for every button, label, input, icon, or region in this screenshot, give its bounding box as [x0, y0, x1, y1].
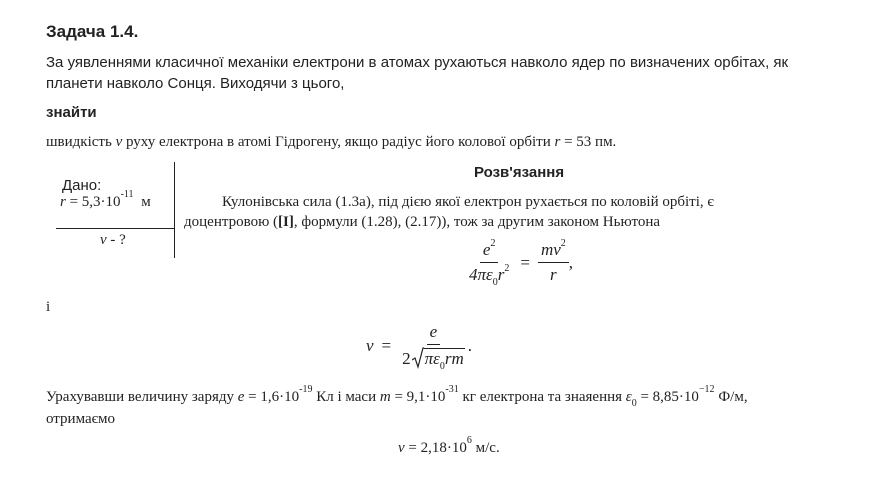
question-var-r: r — [554, 134, 561, 150]
task-statement-line-1: За уявленнями класичної механіки електрони в атомах рухаються навколо ядер по визначених орбітах, як — [46, 54, 789, 71]
eq1-lhs-fraction — [466, 238, 512, 288]
given-r-var: r — [60, 194, 66, 210]
eps-sub: 0 — [631, 398, 637, 409]
m-unit: кг електрона та знаяення — [462, 389, 623, 405]
eps-val: = 8,85·10 — [640, 389, 699, 405]
square-root-icon — [412, 347, 424, 369]
solution-para-line-2 — [184, 214, 660, 231]
given-unknown-suffix: - ? — [110, 232, 126, 248]
e-val: = 1,6·10 — [248, 389, 300, 405]
eq1-trail: , — [568, 252, 574, 272]
m-var: m — [379, 389, 391, 405]
question-line — [46, 134, 616, 151]
eq2-root-pre: πε — [424, 349, 440, 368]
m-val: = 9,1·10 — [394, 389, 446, 405]
eq2-equals: = — [381, 335, 392, 355]
eq1-equals: = — [520, 252, 530, 272]
e-unit: Кл і маси — [316, 389, 377, 405]
eq1-rhs-den: r — [550, 265, 557, 284]
eps-var: ε — [625, 389, 632, 405]
eq1-rhs-num: mv — [540, 240, 561, 259]
eq2-num: e — [429, 322, 438, 341]
task-title: Задача 1.4. — [46, 22, 139, 41]
e-exp: -19 — [299, 384, 313, 395]
eq1-lhs-den-exp: 2 — [504, 263, 510, 274]
given-divider-vertical — [174, 162, 175, 258]
eq1-rhs-num-exp: 2 — [560, 238, 566, 249]
eq2-root-post: rm — [444, 349, 464, 368]
eq1-lhs-num: e — [482, 240, 491, 259]
and-word: і — [46, 299, 51, 315]
result-var: v — [398, 440, 405, 456]
given-label: Дано: — [62, 177, 102, 194]
question-pre: швидкість — [46, 134, 112, 150]
eq2-den-coef: 2 — [402, 349, 411, 368]
solution-para-line-1: Кулонівська сила (1.3а), під дією якої електрон рухається по коловій орбіті, є — [222, 194, 714, 210]
question-mid: руху електрона в атомі Гідрогену, якщо радіус його колової орбіти — [125, 134, 551, 150]
given-r — [60, 189, 151, 211]
solution-para-pre: доцентровою ( — [184, 214, 279, 230]
result-val: = 2,18·10 — [408, 440, 467, 456]
find-label: знайти — [46, 104, 97, 121]
given-values-pre: Урахувавши величину заряду — [46, 389, 234, 405]
eq1-lhs-den-r: r — [497, 265, 505, 284]
eps-unit: Ф/м, — [718, 389, 748, 405]
question-var-v: v — [115, 134, 123, 150]
obtain-word: отримаємо — [46, 411, 116, 427]
equation-newton — [466, 238, 574, 288]
result-line — [398, 435, 500, 457]
eq1-rhs-fraction — [538, 240, 569, 285]
task-statement-line-2: планети навколо Сонця. Виходячи з цього, — [46, 75, 345, 92]
given-r-eq: = 5,3·10 — [69, 194, 121, 210]
solution-heading: Розв'язання — [474, 164, 565, 181]
eq1-lhs-num-exp: 2 — [490, 238, 496, 249]
eq1-lhs-den-sub: 0 — [492, 277, 498, 288]
result-exp: 6 — [466, 435, 472, 446]
eq2-lhs: v — [366, 335, 374, 355]
eq2-radicand — [424, 348, 465, 372]
given-unknown — [100, 232, 126, 249]
result-unit: м/с. — [475, 440, 500, 456]
solution-para-post: , формули (1.28), (2.17)), тож за другим законом Ньютона — [293, 214, 661, 230]
given-r-exp: -11 — [120, 189, 134, 200]
eq1-lhs-den-pre: 4πε — [469, 265, 493, 284]
given-unknown-var: v — [100, 232, 107, 248]
question-value: = 53 пм. — [564, 134, 617, 150]
eq2-root-sub: 0 — [439, 361, 445, 372]
eq2-fraction — [399, 322, 468, 372]
given-r-unit: м — [141, 194, 151, 210]
m-exp: -31 — [445, 384, 459, 395]
equation-velocity — [366, 322, 473, 372]
solution-ref: [I] — [278, 214, 294, 230]
given-divider-horizontal — [56, 228, 174, 229]
eq2-trail: . — [467, 335, 473, 355]
eps-exp: −12 — [698, 384, 715, 395]
given-values-line — [46, 384, 748, 409]
e-var: e — [237, 389, 245, 405]
